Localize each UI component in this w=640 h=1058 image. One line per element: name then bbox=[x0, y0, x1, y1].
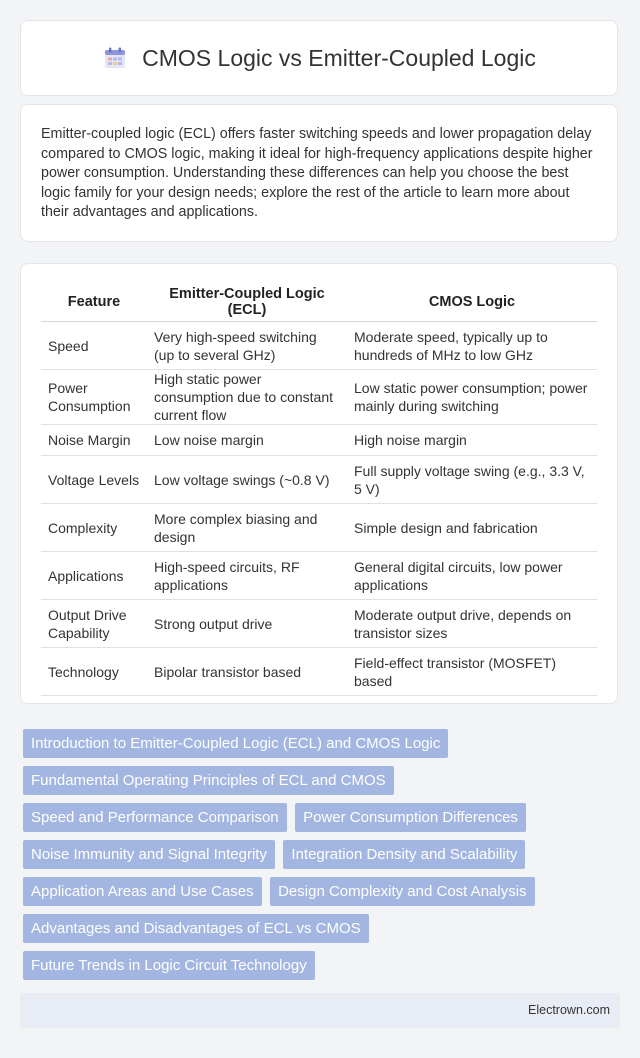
topic-link[interactable]: Design Complexity and Cost Analysis bbox=[270, 877, 534, 906]
topic-link[interactable]: Power Consumption Differences bbox=[295, 803, 526, 832]
table-row bbox=[41, 600, 597, 648]
calendar-icon bbox=[102, 45, 128, 71]
topic-row bbox=[23, 951, 613, 988]
table-cell: High-speed circuits, RF applications bbox=[147, 552, 347, 600]
table-cell: Noise Margin bbox=[41, 425, 147, 456]
table-cell: Low static power consumption; power mainly during switching bbox=[347, 370, 597, 425]
table-cell: Moderate output drive, depends on transistor sizes bbox=[347, 600, 597, 648]
table-row bbox=[41, 504, 597, 552]
table-cell: Voltage Levels bbox=[41, 456, 147, 504]
table-cell: Field-effect transistor (MOSFET) based bbox=[347, 648, 597, 696]
topic-row bbox=[23, 914, 613, 951]
table-cell: More complex biasing and design bbox=[147, 504, 347, 552]
intro-paragraph: Emitter-coupled logic (ECL) offers faster switching speeds and lower propagation delay compared to CMOS logic, making it ideal for high-frequency applications despite higher power consumption. Understanding these differences can help you choose the best logic family for your design needs; explore the rest of the article to learn more about their advantages and applications. bbox=[41, 126, 593, 221]
page-title: CMOS Logic vs Emitter-Coupled Logic bbox=[142, 44, 536, 71]
topic-link[interactable]: Application Areas and Use Cases bbox=[23, 877, 262, 906]
topic-link[interactable]: Future Trends in Logic Circuit Technology bbox=[23, 951, 315, 980]
topic-link[interactable]: Advantages and Disadvantages of ECL vs CMOS bbox=[23, 914, 369, 943]
table-row bbox=[41, 552, 597, 600]
title-wrap bbox=[102, 45, 536, 72]
table-cell: Full supply voltage swing (e.g., 3.3 V, 5 V) bbox=[347, 456, 597, 504]
table-cell: Technology bbox=[41, 648, 147, 696]
table-row bbox=[41, 456, 597, 504]
topic-link[interactable]: Integration Density and Scalability bbox=[283, 840, 525, 869]
column-header-ecl: Emitter-Coupled Logic (ECL) bbox=[147, 284, 347, 322]
footer-site-link[interactable]: Electrown.com bbox=[528, 1003, 610, 1017]
topic-link[interactable]: Speed and Performance Comparison bbox=[23, 803, 287, 832]
table-cell: Output Drive Capability bbox=[41, 600, 147, 648]
topic-row bbox=[23, 803, 613, 840]
table-cell: Speed bbox=[41, 322, 147, 370]
table-header-row bbox=[41, 284, 597, 322]
comparison-card bbox=[20, 263, 618, 704]
table-cell: Power Consumption bbox=[41, 370, 147, 425]
table-cell: Moderate speed, typically up to hundreds of MHz to low GHz bbox=[347, 322, 597, 370]
table-cell: Complexity bbox=[41, 504, 147, 552]
table-cell: High static power consumption due to constant current flow bbox=[147, 370, 347, 425]
topic-row bbox=[23, 877, 613, 914]
table-cell: Very high-speed switching (up to several GHz) bbox=[147, 322, 347, 370]
table-cell: High noise margin bbox=[347, 425, 597, 456]
topic-row bbox=[23, 766, 613, 803]
table-row bbox=[41, 648, 597, 696]
table-row bbox=[41, 425, 597, 456]
table-row bbox=[41, 322, 597, 370]
column-header-cmos: CMOS Logic bbox=[347, 284, 597, 322]
table-cell: Simple design and fabrication bbox=[347, 504, 597, 552]
table-cell: Bipolar transistor based bbox=[147, 648, 347, 696]
topic-link[interactable]: Fundamental Operating Principles of ECL and CMOS bbox=[23, 766, 394, 795]
table-cell: Low noise margin bbox=[147, 425, 347, 456]
topic-row bbox=[23, 840, 613, 877]
table-cell: Low voltage swings (~0.8 V) bbox=[147, 456, 347, 504]
table-cell: General digital circuits, low power applications bbox=[347, 552, 597, 600]
table-row bbox=[41, 370, 597, 425]
table-cell: Applications bbox=[41, 552, 147, 600]
topic-link[interactable]: Introduction to Emitter-Coupled Logic (ECL) and CMOS Logic bbox=[23, 729, 448, 758]
intro-card bbox=[20, 104, 618, 242]
topic-row bbox=[23, 729, 613, 766]
topic-links bbox=[23, 729, 613, 988]
column-header-feature: Feature bbox=[41, 284, 147, 322]
table-cell: Strong output drive bbox=[147, 600, 347, 648]
comparison-table bbox=[41, 284, 597, 696]
topic-link[interactable]: Noise Immunity and Signal Integrity bbox=[23, 840, 275, 869]
footer bbox=[20, 993, 620, 1028]
title-card bbox=[20, 20, 618, 96]
